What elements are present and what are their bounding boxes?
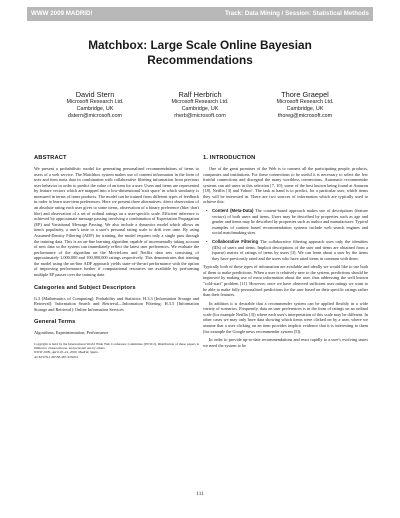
right-column: [203, 155, 368, 351]
intro-paragraph-4: In order to provide up-to-date recommendations and react rapidly to a user's evolving tastes we need the system to be: [203, 337, 368, 348]
intro-paragraph-3: In addition it is desirable that a recommender system can be applied flexibly in a wide variety of scenarios. Frequently, data on user preferences is in the form of ratings on an ordinal scale (for example Netflix [3]) where each user's interpretation of this scale may be different. In other cases we may only have data showing which items were clicked on by a user, where we assume that a user clicking on an item provides implicit evidence that it is interesting to them (for example the Google news recommender system [5]).: [203, 300, 368, 334]
paper-title: [40, 38, 360, 68]
conference-name: WWW 2009 MADRID!: [31, 10, 93, 17]
paper-title-line-1: Matchbox: Large Scale Online Bayesian: [88, 38, 312, 52]
author-org: Microsoft Research Ltd.: [276, 99, 334, 105]
abstract-text: We present a probabilistic model for generating personalised recommendations of items to users of a web service. The Matchbox system makes use of content information in the form of user and item meta data in combination with collaborative filtering information from previous user behavior in order to predict the value of an item for a user. Users and items are represented by feature vectors which are mapped into a low-dimensional 'trait space' in which similarity is measured in terms of inner products. The model can be trained from different types of feedback in order to learn user-item preferences. Here we present three alternatives: direct observation of an absolute rating each user gives to some items, observation of a binary preference (like/ don't like) and observation of a set of ordinal ratings on a user-specific scale. Efficient inference is achieved by approximate message passing involving a combination of Expectation Propagation (EP) and Variational Message Passing. We also include a dynamics model which allows an item's popularity, a user's taste or a user's personal rating scale to drift over time. By using Assumed-Density Filtering (ADF) for training, the model requires only a single pass through the training data. This is an on-line learning algorithm capable of incrementally taking account of new data so the system can immediately reflect the latest user preferences. We evaluate the performance of the algorithm on the MovieLens and Netflix data sets consisting of approximately 1,000,000 and 100,000,000 ratings respectively. This demonstrates that training the model using the on-line ADF approach yields state-of-the-art performance with the option of improving performance further if computational resources are available by performing multiple EP passes over the training data.: [34, 166, 199, 277]
bullet-term: Content (Meta-Data): [212, 208, 254, 214]
conference-banner: [27, 7, 373, 21]
introduction-heading: 1. INTRODUCTION: [203, 155, 256, 161]
author-email: thoreg@microsoft.com: [277, 113, 333, 119]
author-name: David Stern: [75, 90, 115, 99]
intro-paragraph-2: Typically both of these types of information are available and ideally we would like to use both of them to make predictions. When a user is relatively new to the system, predictions should be improved by making use of extra information about the user, thus addressing the well known "cold-start" problem [11]. However, once we have observed sufficient user ratings we want to be able to make fully personalised predictions for the user based on their specific ratings rather than their features.: [203, 264, 368, 298]
page-number: 111: [196, 491, 204, 497]
abstract-heading: ABSTRACT: [34, 155, 67, 161]
copyright-line-2: WWW 2009, April 20–24, 2009, Madrid, Spain.: [34, 350, 99, 355]
copyright-line-3: ACM 978-1-60558-487-4/09/04.: [34, 354, 79, 359]
bullet-term: Collaborative Filtering: [212, 238, 259, 244]
author-org: Microsoft Research Ltd.: [66, 99, 124, 105]
bullet-content: [206, 208, 368, 236]
copyright-notice: [34, 342, 199, 359]
author-name: Thore Graepel: [281, 90, 329, 99]
author-3: [250, 90, 360, 120]
left-column: [34, 155, 199, 359]
bullet-text: The collaborative filtering approach uses only the identities (IDs) of users and items. Implicit descriptions of the user and items are obtained from a (sparse) matrix of ratings of items by users [3]. We can learn about a user by the items they have previously rated and the users who have rated items in common with them.: [212, 238, 368, 261]
general-terms-heading: General Terms: [34, 319, 76, 326]
author-org: Microsoft Research Ltd.: [171, 99, 229, 105]
author-email: rherb@microsoft.com: [174, 113, 226, 119]
paper-title-line-2: Recommendations: [147, 53, 253, 67]
author-city: Cambridge, UK: [76, 106, 114, 112]
bullet-collaborative-filtering: [206, 238, 368, 261]
copyright-line-1: Copyright is held by the International World Wide Web Conference Committee (IW3C2). Distribution of these papers is limited to classroom use, and personal use by others.: [34, 341, 199, 351]
bullet-icon: •: [206, 238, 208, 244]
track-name: Track: Data Mining / Session: Statistical Methods: [224, 10, 369, 17]
author-email: dstern@microsoft.com: [67, 113, 122, 119]
author-city: Cambridge, UK: [181, 106, 219, 112]
bullet-text: The content-based approach makes use of descriptions (feature vectors) of both users and items. Users may be described by properties such as age and gender and items may be described by properties such as author and manufacturer. Typical examples of content based recommendation systems include web search engines and social matchmaking sites.: [212, 208, 368, 236]
bullet-icon: •: [206, 208, 208, 214]
general-terms-text: Algorithms, Experimentation, Performance: [34, 330, 109, 336]
intro-bullet-list: [203, 208, 368, 261]
author-1: [40, 90, 150, 120]
categories-heading: Categories and Subject Descriptors: [34, 284, 136, 291]
author-city: Cambridge, UK: [286, 106, 324, 112]
author-name: Ralf Herbrich: [178, 90, 222, 99]
intro-paragraph-1: One of the great promises of the Web is to connect all the participating people, products, companies and institutions. For these connections to be useful it is necessary to select the few fruitful connections and disregard the many worthless connections. Automatic recommender systems can aid users in this selection [7, 10]; some of the best known being found at Amazon [18], Netflix [3] and Yahoo!. The task at hand is to predict, for a particular user, which items they will be interested in. There are two sources of information which are typically used to achieve this:: [203, 166, 368, 205]
categories-text: G.3 [Mathematics of Computing]: Probability and Statistics; H.3.3 [Information Storage and Retrieval]: Information Search and Retrieval—Information Filtering; H.3.5 [Information Storage and Retrieval]: Online Information Services: [34, 295, 199, 312]
author-2: [145, 90, 255, 120]
